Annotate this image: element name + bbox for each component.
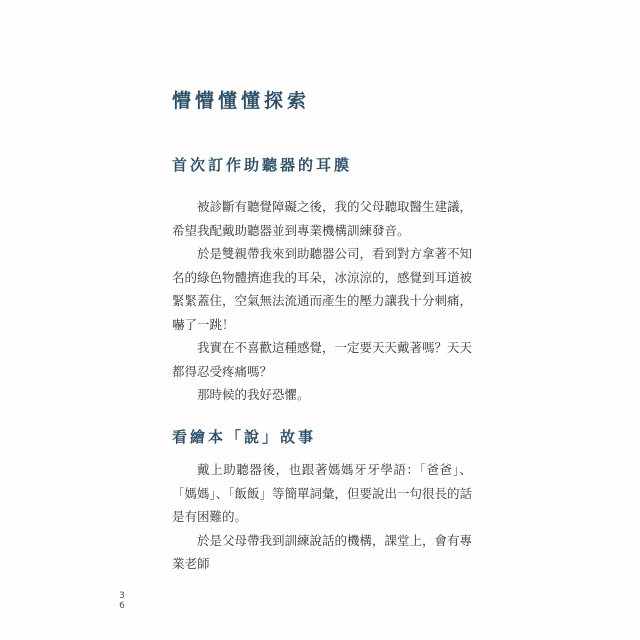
section-title: 首次訂作助聽器的耳膜 [172, 156, 353, 174]
page-number [118, 591, 126, 611]
page-number-digit: 6 [119, 601, 125, 611]
paragraph: 我實在不喜歡這種感覺，一定要天天戴著嗎？天天都得忍受疼痛嗎？ [172, 340, 473, 379]
paragraph: 於是父母帶我到訓練說話的機構，課堂上，會有專業老師 [172, 532, 473, 571]
paragraph: 戴上助聽器後，也跟著媽媽牙牙學語：「爸爸」、「媽媽」、「飯飯」等簡單詞彙，但要說出一句很長的話是有困難的。 [172, 462, 473, 524]
paragraph: 那時候的我好恐懼。 [197, 387, 310, 402]
section-title: 看繪本「說」故事 [172, 428, 317, 446]
page-number-digit: 3 [119, 591, 125, 601]
section-body [172, 458, 472, 576]
paragraph: 被診斷有聽覺障礙之後，我的父母聽取醫生建議，希望我配戴助聽器並到專業機構訓練發音。 [172, 199, 473, 238]
paragraph: 於是雙親帶我來到助聽器公司，看到對方拿著不知名的綠色物體擠進我的耳朵，冰涼涼的，感覺到耳道被緊緊蓋住，空氣無法流通而產生的壓力讓我十分刺痛，嚇了一跳！ [172, 246, 473, 332]
chapter-title: 懵懵懂懂探索 [172, 90, 311, 112]
section-body [172, 195, 472, 407]
